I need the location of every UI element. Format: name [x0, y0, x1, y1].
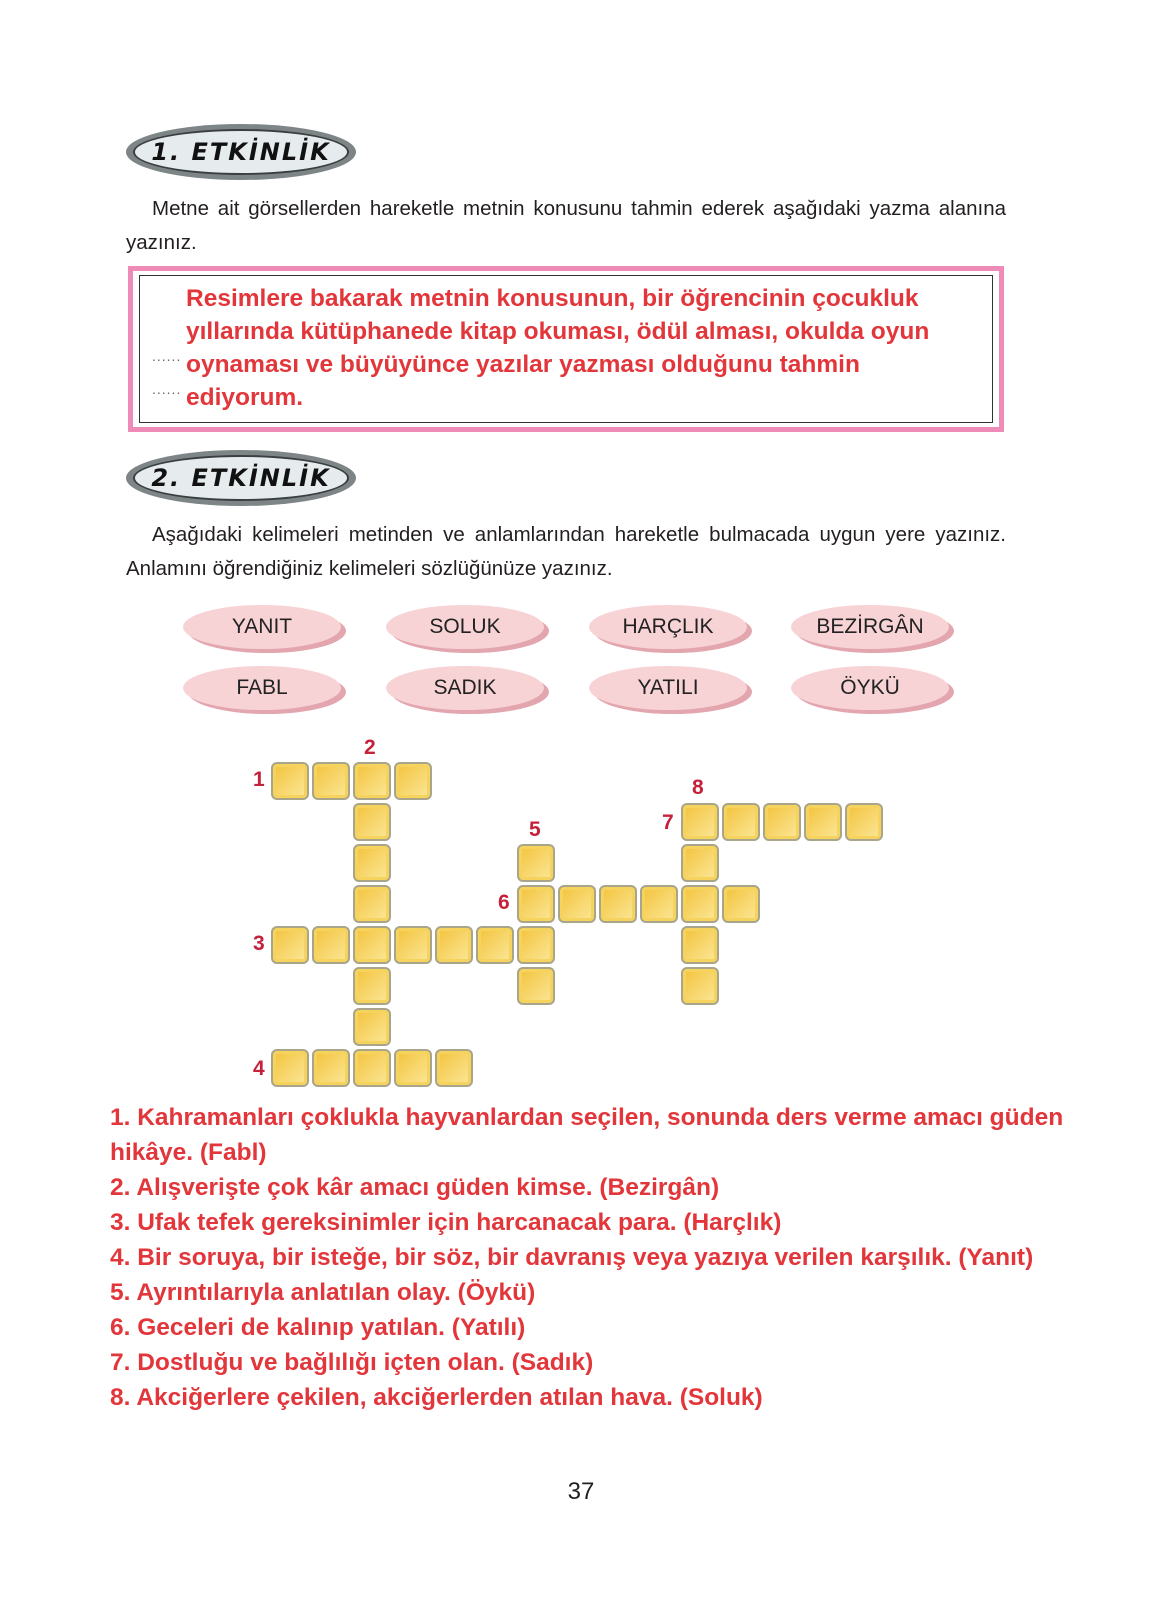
- crossword-cell[interactable]: [517, 926, 555, 964]
- activity-1-instruction: Metne ait görsellerden hareketle metnin konusunu tahmin ederek aşağıdaki yazma alanına yazınız.: [126, 197, 1006, 254]
- word-pill: YATILI: [589, 666, 747, 710]
- activity-1-title: 1. ETKİNLİK: [133, 129, 349, 175]
- crossword-cell[interactable]: [435, 926, 473, 964]
- crossword-cell[interactable]: [312, 762, 350, 800]
- crossword-cell[interactable]: [353, 1008, 391, 1046]
- crossword-cell[interactable]: [353, 1049, 391, 1087]
- activity-1-badge: [126, 124, 356, 180]
- clue-item: 4. Bir soruya, bir isteğe, bir söz, bir davranış veya yazıya verilen karşılık. (Yanıt): [110, 1244, 1034, 1271]
- clue-item: 5. Ayrıntılarıyla anlatılan olay. (Öykü): [110, 1279, 536, 1306]
- word-pill: ÖYKÜ: [791, 666, 949, 710]
- clue-number: 2: [364, 736, 376, 759]
- crossword-cell[interactable]: [353, 885, 391, 923]
- crossword-cell[interactable]: [681, 885, 719, 923]
- writing-line-dots: ......: [152, 348, 182, 364]
- clue-item: 1. Kahramanları çoklukla hayvanlardan seçilen, sonunda ders verme amacı güden hikâye. (Fabl): [110, 1104, 1064, 1166]
- page-number: 37: [567, 1478, 595, 1505]
- clue-list: [110, 1100, 1090, 1415]
- word-pill: HARÇLIK: [589, 605, 747, 649]
- crossword-cell[interactable]: [353, 803, 391, 841]
- crossword-cell[interactable]: [681, 803, 719, 841]
- activity-1-answer: Resimlere bakarak metnin konusunun, bir öğrencinin çocukluk yıllarında kütüphanede kitap okuması, ödül alması, okulda oyun oynaması ve büyüyünce yazılar yazması olduğunu tahmin ediyorum.: [186, 285, 930, 411]
- crossword-cell[interactable]: [722, 885, 760, 923]
- clue-number: 8: [692, 776, 704, 799]
- word-pill: YANIT: [183, 605, 341, 649]
- word-pill: FABL: [183, 666, 341, 710]
- activity-2-title: 2. ETKİNLİK: [133, 455, 349, 501]
- clue-item: 6. Geceleri de kalınıp yatılan. (Yatılı): [110, 1314, 526, 1341]
- crossword-cell[interactable]: [394, 926, 432, 964]
- crossword-cell[interactable]: [640, 885, 678, 923]
- crossword-cell[interactable]: [271, 1049, 309, 1087]
- clue-item: 3. Ufak tefek gereksinimler için harcanacak para. (Harçlık): [110, 1209, 782, 1236]
- crossword-cell[interactable]: [517, 967, 555, 1005]
- clue-item: 7. Dostluğu ve bağlılığı içten olan. (Sadık): [110, 1349, 594, 1376]
- word-pill: SADIK: [386, 666, 544, 710]
- crossword-cell[interactable]: [271, 926, 309, 964]
- clue-number: 3: [253, 932, 265, 955]
- crossword-cell[interactable]: [476, 926, 514, 964]
- crossword-cell[interactable]: [763, 803, 801, 841]
- crossword-cell[interactable]: [435, 1049, 473, 1087]
- crossword-cell[interactable]: [394, 762, 432, 800]
- word-pill: SOLUK: [386, 605, 544, 649]
- crossword-cell[interactable]: [312, 1049, 350, 1087]
- crossword-cell[interactable]: [681, 967, 719, 1005]
- crossword-cell[interactable]: [353, 762, 391, 800]
- crossword-cell[interactable]: [722, 803, 760, 841]
- writing-line-dots: ......: [152, 381, 182, 397]
- clue-number: 7: [662, 811, 674, 834]
- crossword-cell[interactable]: [804, 803, 842, 841]
- crossword-cell[interactable]: [517, 844, 555, 882]
- activity-2-instruction: Aşağıdaki kelimeleri metinden ve anlamlarından hareketle bulmacada uygun yere yazınız. Anlamını öğrendiğiniz kelimeleri sözlüğünüze yazınız.: [126, 523, 1006, 580]
- crossword-cell[interactable]: [353, 967, 391, 1005]
- clue-number: 1: [253, 768, 265, 791]
- crossword-cell[interactable]: [312, 926, 350, 964]
- clue-item: 2. Alışverişte çok kâr amacı güden kimse. (Bezirgân): [110, 1174, 720, 1201]
- crossword-cell[interactable]: [271, 762, 309, 800]
- clue-number: 6: [498, 891, 510, 914]
- crossword-cell[interactable]: [558, 885, 596, 923]
- clue-number: 4: [253, 1057, 265, 1080]
- crossword-cell[interactable]: [353, 844, 391, 882]
- crossword-cell[interactable]: [353, 926, 391, 964]
- crossword-cell[interactable]: [845, 803, 883, 841]
- clue-item: 8. Akciğerlere çekilen, akciğerlerden atılan hava. (Soluk): [110, 1384, 763, 1411]
- crossword-cell[interactable]: [681, 926, 719, 964]
- crossword-cell[interactable]: [394, 1049, 432, 1087]
- crossword-cell[interactable]: [681, 844, 719, 882]
- activity-2-badge: [126, 450, 356, 506]
- crossword-cell[interactable]: [599, 885, 637, 923]
- clue-number: 5: [529, 818, 541, 841]
- word-pill: BEZİRGÂN: [791, 605, 949, 649]
- crossword-cell[interactable]: [517, 885, 555, 923]
